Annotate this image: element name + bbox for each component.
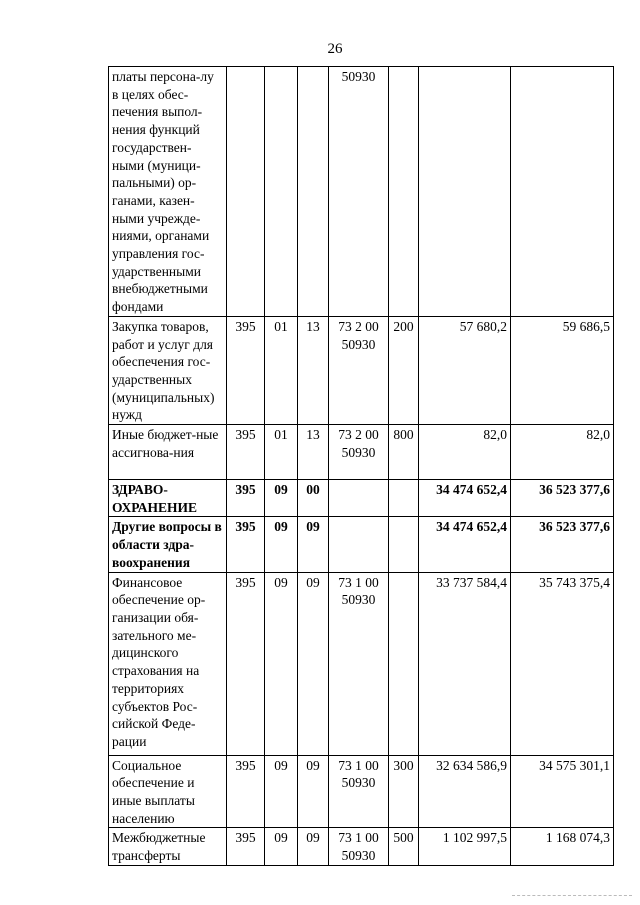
table-row bbox=[109, 517, 614, 572]
ministry-code-cell: 395 bbox=[227, 755, 265, 828]
table-row bbox=[109, 755, 614, 828]
subsection-code-cell: 13 bbox=[298, 316, 329, 424]
table-row bbox=[109, 316, 614, 424]
table-row bbox=[109, 480, 614, 517]
target-article-cell bbox=[329, 828, 389, 865]
section-code-cell: 09 bbox=[265, 572, 298, 755]
target-article-part1: 73 2 00 bbox=[338, 318, 379, 334]
table-row bbox=[109, 572, 614, 755]
target-article-part1: 73 2 00 bbox=[338, 427, 379, 443]
ministry-code-cell: 395 bbox=[227, 480, 265, 517]
expense-type-cell: 200 bbox=[389, 316, 419, 424]
expense-type-cell bbox=[389, 517, 419, 572]
amount-year2-cell: 1 168 074,3 bbox=[511, 828, 614, 865]
target-article-part2: 50930 bbox=[341, 848, 376, 864]
section-code-cell: 09 bbox=[265, 480, 298, 517]
amount-year2-cell: 34 575 301,1 bbox=[511, 755, 614, 828]
budget-table bbox=[108, 66, 614, 866]
amount-year2-cell bbox=[511, 67, 614, 317]
subsection-code-cell bbox=[298, 67, 329, 317]
page-number: 26 bbox=[327, 41, 343, 57]
ministry-code-cell: 395 bbox=[227, 572, 265, 755]
ministry-code-cell: 395 bbox=[227, 316, 265, 424]
target-article-part2: 50930 bbox=[341, 69, 376, 84]
row-name-cell: Иные бюджет-ные ассигнова-ния bbox=[109, 425, 227, 480]
target-article-cell bbox=[329, 480, 389, 517]
target-article-part2: 50930 bbox=[341, 775, 376, 791]
amount-year1-cell: 33 737 584,4 bbox=[419, 572, 511, 755]
expense-type-cell: 300 bbox=[389, 755, 419, 828]
subsection-code-cell: 09 bbox=[298, 517, 329, 572]
ministry-code-cell: 395 bbox=[227, 828, 265, 865]
row-name-cell: платы персона-лу в целях обес-печения выпол-нения функций государствен-ными (муници-пальными) ор-ганами, казен-ными учрежде-ниями, органами управления гос-ударственными внебюджетными фондами bbox=[109, 67, 227, 317]
amount-year1-cell bbox=[419, 67, 511, 317]
subsection-code-cell: 09 bbox=[298, 755, 329, 828]
row-name-cell: Финансовое обеспечение ор-ганизации обя-зательного ме-дицинского страхования на территориях субъектов Рос-сийской Феде-рации bbox=[109, 572, 227, 755]
target-article-cell bbox=[329, 517, 389, 572]
ministry-code-cell: 395 bbox=[227, 517, 265, 572]
subsection-code-cell: 09 bbox=[298, 572, 329, 755]
amount-year1-cell: 57 680,2 bbox=[419, 316, 511, 424]
target-article-part1: 73 1 00 bbox=[338, 830, 379, 846]
expense-type-cell bbox=[389, 480, 419, 517]
amount-year1-cell: 34 474 652,4 bbox=[419, 480, 511, 517]
ministry-code-cell: 395 bbox=[227, 425, 265, 480]
section-code-cell: 09 bbox=[265, 517, 298, 572]
target-article-cell bbox=[329, 755, 389, 828]
amount-year1-cell: 1 102 997,5 bbox=[419, 828, 511, 865]
amount-year2-cell: 82,0 bbox=[511, 425, 614, 480]
amount-year1-cell: 34 474 652,4 bbox=[419, 517, 511, 572]
target-article-part2: 50930 bbox=[341, 336, 376, 352]
amount-year1-cell: 32 634 586,9 bbox=[419, 755, 511, 828]
ministry-code-cell bbox=[227, 67, 265, 317]
row-name-cell: Другие вопросы в области здра-воохранения bbox=[109, 517, 227, 572]
row-name-cell: Закупка товаров, работ и услуг для обеспечения гос-ударственных (муниципальных) нужд bbox=[109, 316, 227, 424]
section-code-cell: 09 bbox=[265, 755, 298, 828]
amount-year1-cell: 82,0 bbox=[419, 425, 511, 480]
expense-type-cell: 800 bbox=[389, 425, 419, 480]
amount-year2-cell: 36 523 377,6 bbox=[511, 517, 614, 572]
amount-year2-cell: 36 523 377,6 bbox=[511, 480, 614, 517]
target-article-part1: 73 1 00 bbox=[338, 574, 379, 590]
row-name-cell: Межбюджетные трансферты bbox=[109, 828, 227, 865]
section-code-cell: 09 bbox=[265, 828, 298, 865]
target-article-part2: 50930 bbox=[341, 592, 376, 608]
target-article-cell bbox=[329, 67, 389, 317]
expense-type-cell bbox=[389, 572, 419, 755]
amount-year2-cell: 35 743 375,4 bbox=[511, 572, 614, 755]
row-name-cell: Социальное обеспечение и иные выплаты населению bbox=[109, 755, 227, 828]
target-article-part1: 73 1 00 bbox=[338, 757, 379, 773]
subsection-code-cell: 00 bbox=[298, 480, 329, 517]
table-row bbox=[109, 828, 614, 865]
section-code-cell bbox=[265, 67, 298, 317]
subsection-code-cell: 09 bbox=[298, 828, 329, 865]
section-code-cell: 01 bbox=[265, 316, 298, 424]
target-article-part2: 50930 bbox=[341, 444, 376, 460]
section-code-cell: 01 bbox=[265, 425, 298, 480]
target-article-cell bbox=[329, 572, 389, 755]
table-row bbox=[109, 67, 614, 317]
amount-year2-cell: 59 686,5 bbox=[511, 316, 614, 424]
footer-rule bbox=[512, 895, 632, 896]
expense-type-cell: 500 bbox=[389, 828, 419, 865]
target-article-cell bbox=[329, 316, 389, 424]
expense-type-cell bbox=[389, 67, 419, 317]
subsection-code-cell: 13 bbox=[298, 425, 329, 480]
row-name-cell: ЗДРАВО-ОХРАНЕНИЕ bbox=[109, 480, 227, 517]
table-row bbox=[109, 425, 614, 480]
target-article-cell bbox=[329, 425, 389, 480]
